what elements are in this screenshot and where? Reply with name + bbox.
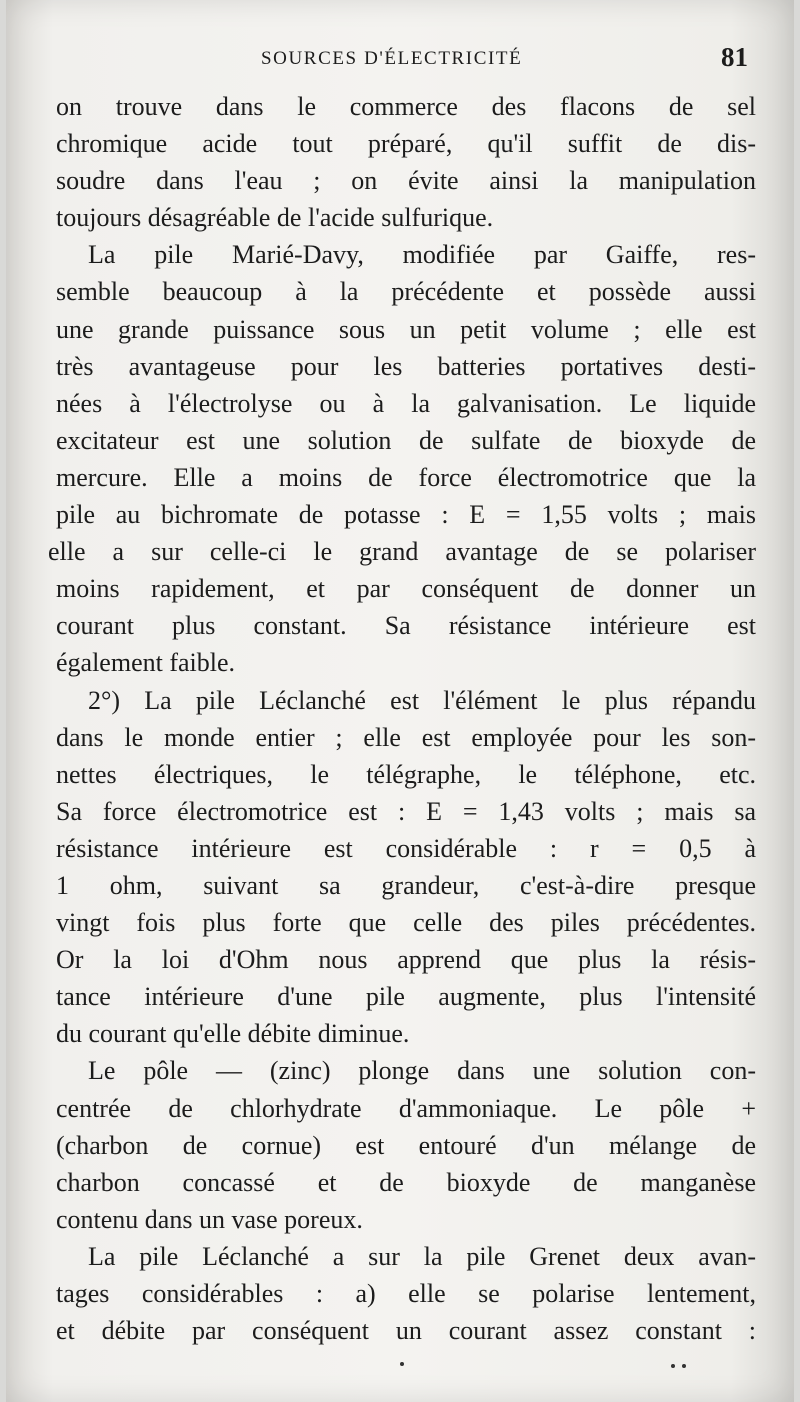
text-line: pile au bichromate de potasse : E = 1,55 volts ; mais	[56, 500, 756, 530]
text-line: résistance intérieure est considérable : r = 0,5 à	[56, 833, 756, 863]
book-page	[6, 0, 794, 1402]
text-line: courant plus constant. Sa résistance intérieure est	[56, 611, 756, 641]
text-line: semble beaucoup à la précédente et possède aussi	[56, 277, 756, 307]
text-line: Or la loi d'Ohm nous apprend que plus la résis-	[56, 945, 756, 975]
text-line: Le pôle — (zinc) plonge dans une solution con-	[88, 1056, 756, 1086]
text-line: (charbon de cornue) est entouré d'un mélange de	[56, 1130, 756, 1160]
text-line: charbon concassé et de bioxyde de manganèse	[56, 1167, 756, 1197]
text-line: nettes électriques, le télégraphe, le téléphone, etc.	[56, 759, 756, 789]
text-line: soudre dans l'eau ; on évite ainsi la manipulation	[56, 166, 756, 196]
text-line: 2°) La pile Léclanché est l'élément le plus répandu	[88, 685, 756, 715]
running-head: SOURCES D'ÉLECTRICITÉ	[261, 48, 523, 69]
text-line: tages considérables : a) elle se polarise lentement,	[56, 1279, 756, 1308]
page-number: 81	[721, 42, 748, 72]
text-line: du courant qu'elle débite diminue.	[56, 1019, 410, 1049]
text-line: moins rapidement, et par conséquent de donner un	[56, 574, 756, 604]
text-line: excitateur est une solution de sulfate de bioxyde de	[56, 425, 756, 455]
text-line: centrée de chlorhydrate d'ammoniaque. Le pôle +	[56, 1093, 756, 1123]
ink-speck	[671, 1364, 675, 1368]
text-line: chromique acide tout préparé, qu'il suffit de dis-	[56, 129, 756, 159]
text-line: 1 ohm, suivant sa grandeur, c'est-à-dire presque	[56, 870, 756, 900]
text-line: tance intérieure d'une pile augmente, plus l'intensité	[56, 982, 756, 1012]
text-line: très avantageuse pour les batteries portatives desti-	[56, 351, 756, 381]
text-line: contenu dans un vase poreux.	[56, 1204, 363, 1234]
ink-speck	[682, 1364, 686, 1368]
scan-specks	[386, 1352, 706, 1382]
page-header	[56, 40, 756, 80]
text-line: nées à l'électrolyse ou à la galvanisation. Le liquide	[56, 388, 756, 418]
text-line: également faible.	[56, 648, 236, 678]
body-text	[48, 88, 756, 1349]
text-line: on trouve dans le commerce des flacons de sel	[56, 92, 756, 121]
text-line: La pile Léclanché a sur la pile Grenet deux avan-	[88, 1241, 756, 1271]
text-line: vingt fois plus forte que celle des piles précédentes.	[56, 908, 756, 938]
text-line: et débite par conséquent un courant assez constant :	[56, 1316, 756, 1346]
text-line: elle a sur celle-ci le grand avantage de se polariser	[48, 537, 756, 567]
text-line: La pile Marié-Davy, modifiée par Gaiffe, res-	[88, 240, 756, 270]
ink-speck	[400, 1362, 404, 1366]
text-line: dans le monde entier ; elle est employée pour les son-	[56, 722, 756, 752]
text-line: toujours désagréable de l'acide sulfurique.	[56, 203, 494, 233]
text-line: Sa force électromotrice est : E = 1,43 volts ; mais sa	[56, 796, 756, 826]
text-line: une grande puissance sous un petit volume ; elle est	[56, 314, 756, 344]
text-line: mercure. Elle a moins de force électromotrice que la	[56, 462, 756, 492]
